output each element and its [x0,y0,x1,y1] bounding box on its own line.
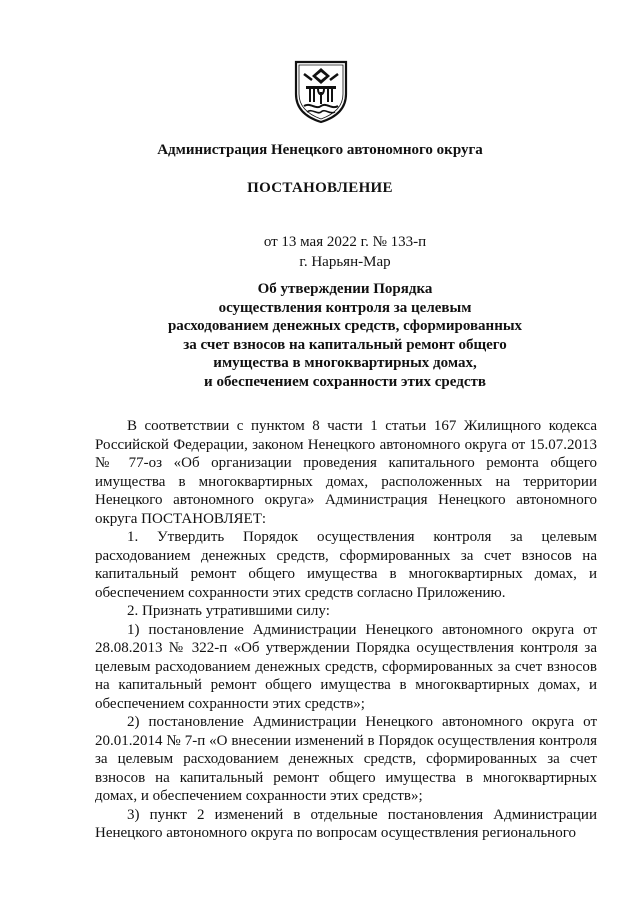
title-line: расходованием денежных средств, сформированных [167,318,523,335]
document-title [0,280,640,392]
title-line: Об утверждении Порядка [257,281,433,297]
paragraph-item-2: 2. Признать утратившими силу: [127,603,330,619]
paragraph-preamble: В соответствии с пунктом 8 части 1 статьи 167 Жилищного кодекса Российской Федерации, законом Ненецкого автономного округа от 15.07.2013 № 77-оз «Об организации проведения капитального ремонта общего имущества в многоквартирных домах, расположенных на территории Ненецкого автономного округа» Администрация Ненецкого автономного округа ПОСТАНОВЛЯЕТ: [95,418,597,527]
title-line: за счет взносов на капитальный ремонт общего [183,336,507,353]
paragraph-subitem-3: 3) пункт 2 изменений в отдельные постановления Администрации Ненецкого автономного округа по вопросам осуществления регионального [95,806,597,841]
coat-of-arms-icon [292,58,350,124]
title-line: имущества в многоквартирных домах, [213,355,477,372]
date-number: от 13 мая 2022 г. № 133-п [263,234,427,250]
date-and-number-block [0,232,640,272]
title-line: и обеспечением сохранности этих средств [204,373,486,390]
paragraph-item-1: 1. Утвердить Порядок осуществления контроля за целевым расходованием денежных средств, сформированных за счет взносов на капитальный ремонт общего имущества в многоквартирных домах, и обеспечением сохранности этих средств согласно Приложению. [95,529,597,601]
paragraph-subitem-1: 1) постановление Администрации Ненецкого автономного округа от 28.08.2013 № 322-п «Об утверждении Порядка осуществления контроля за целевым расходованием денежных средств, сформированных за счет взносов на капитальный ремонт общего имущества в многоквартирных домах, и обеспечением сохранности этих средств»; [95,621,597,712]
document-body [95,417,597,843]
title-line: осуществления контроля за целевым [218,299,472,316]
organization-name: Администрация Ненецкого автономного округа [157,142,483,158]
city: г. Нарьян-Мар [299,254,391,270]
paragraph-subitem-2: 2) постановление Администрации Ненецкого автономного округа от 20.01.2014 № 7-п «О внесении изменений в Порядок осуществления контроля за целевым расходованием денежных средств, сформированных за счет взносов на капитальный ремонт общего имущества в многоквартирных домах, и обеспечением сохранности этих средств»; [95,714,597,804]
document-type: ПОСТАНОВЛЕНИЕ [247,180,393,196]
